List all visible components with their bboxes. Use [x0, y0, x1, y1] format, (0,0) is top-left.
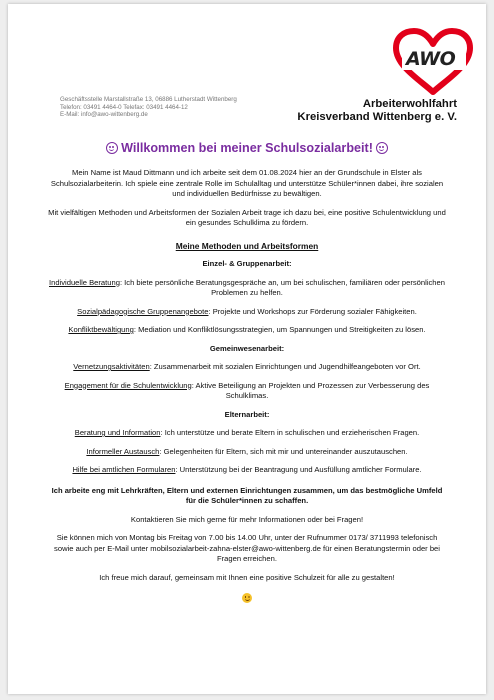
- item-text: : Gelegenheiten für Eltern, sich mit mir und untereinander auszutauschen.: [159, 446, 408, 456]
- section-item: [48, 307, 446, 318]
- item-label: Vernetzungsaktivitäten: [73, 362, 150, 371]
- org-name-line2: Kreisverband Wittenberg e. V.: [297, 110, 457, 123]
- item-text: : Projekte und Workshops zur Förderung sozialer Fähigkeiten.: [208, 306, 417, 316]
- item-label: Engagement für die Schulentwicklung: [64, 380, 192, 390]
- item-text: : Aktive Beteiligung an Projekten und Prozessen zur Verbesserung des Schulklimas.: [191, 380, 430, 400]
- section-title: Gemeinwesenarbeit:: [209, 343, 285, 353]
- sender-email-line: E-Mail: info@awo-wittenberg.de: [60, 111, 148, 119]
- org-name-line1: Arbeiterwohlfahrt: [362, 98, 457, 110]
- section-item: [48, 447, 446, 458]
- section-item: [48, 325, 446, 336]
- welcome-heading: [48, 140, 446, 156]
- sender-address-line: Geschäftsstelle Marstallstraße 13, 06886 Lutherstadt Wittenberg: [60, 96, 237, 103]
- sender-phone-line: Telefon: 03491 4464-0 Telefax: 03491 4464-12: [60, 103, 188, 111]
- item-text: : Zusammenarbeit mit sozialen Einrichtungen und Jugendhilfeangeboten vor Ort.: [149, 362, 421, 371]
- section-title: Elternarbeit:: [224, 409, 270, 419]
- smiling-face-icon: [106, 142, 118, 154]
- methods-heading: Meine Methoden und Arbeitsformen: [175, 240, 319, 251]
- document-page: [8, 4, 486, 694]
- section-title: Einzel- & Gruppenarbeit:: [202, 259, 292, 268]
- farewell-text: Ich freue mich darauf, gemeinsam mit Ihnen eine positive Schulzeit für alle zu gestalten!: [99, 572, 395, 582]
- contact-details: Sie können mich von Montag bis Freitag von 7.00 bis 14.00 Uhr, unter der Rufnummer 0173/ 3711993 telefonisch sowie auch per E-Mail unter mobilsozialarbeit-zahna-elster@awo-wittenberg.de für einen Beratungstermin oder bei Fragen erreichen.: [54, 533, 440, 563]
- intro-paragraph-2: Mit vielfältigen Methoden und Arbeitsformen der Sozialen Arbeit trage ich dazu bei, eine positive Schulentwicklung und ein gesundes Schulklima zu fördern.: [48, 207, 446, 227]
- letter-body: [48, 140, 446, 607]
- item-label: Konfliktbewältigung: [68, 325, 134, 334]
- welcome-text: Willkommen bei meiner Schulsozialarbeit!: [121, 141, 373, 155]
- smiling-face-icon: [376, 142, 388, 154]
- intro-paragraph: Mein Name ist Maud Dittmann und ich arbeite seit dem 01.08.2024 hier an der Grundschule in Elster als Schulsozialarbeiterin. Ich spiele eine zentrale Rolle im Schulalltag und unterstütze Schüler*innen dabei, ihre sozialen und individuellen Bedürfnisse zu bewältigen.: [50, 168, 444, 198]
- section-item: [48, 465, 446, 476]
- section-item: [48, 362, 446, 373]
- item-label: Sozialpädagogische Gruppenangebote: [77, 306, 209, 316]
- item-text: : Ich unterstütze und berate Eltern in schulischen und erzieherischen Fragen.: [160, 428, 420, 437]
- item-label: Beratung und Information: [74, 428, 161, 437]
- contact-invitation: Kontaktieren Sie mich gerne für mehr Informationen oder bei Fragen!: [130, 514, 364, 524]
- section-item: [48, 428, 446, 439]
- section-item: [48, 278, 446, 299]
- item-label: Informeller Austausch: [86, 446, 160, 456]
- item-label: Individuelle Beratung: [49, 277, 120, 287]
- closing-statement: Ich arbeite eng mit Lehrkräften, Eltern und externen Einrichtungen zusammen, um das bestmögliche Umfeld für die Schüler*innen zu schaffen.: [51, 485, 443, 505]
- awo-logo-text: AWO: [406, 48, 456, 70]
- item-text: : Mediation und Konfliktlösungsstrategien, um Spannungen und Streitigkeiten zu lösen.: [133, 325, 426, 334]
- section-item: [48, 381, 446, 402]
- smiley-emoji-icon: [242, 593, 252, 603]
- item-label: Hilfe bei amtlichen Formularen: [72, 465, 176, 474]
- sender-address: [60, 96, 237, 119]
- organization-name: [297, 98, 457, 123]
- item-text: : Unterstützung bei der Beantragung und Ausfüllung amtlicher Formulare.: [175, 465, 422, 474]
- item-text: : Ich biete persönliche Beratungsgespräche an, um bei schulischen, familiären oder persönlichen Problemen zu helfen.: [119, 277, 445, 297]
